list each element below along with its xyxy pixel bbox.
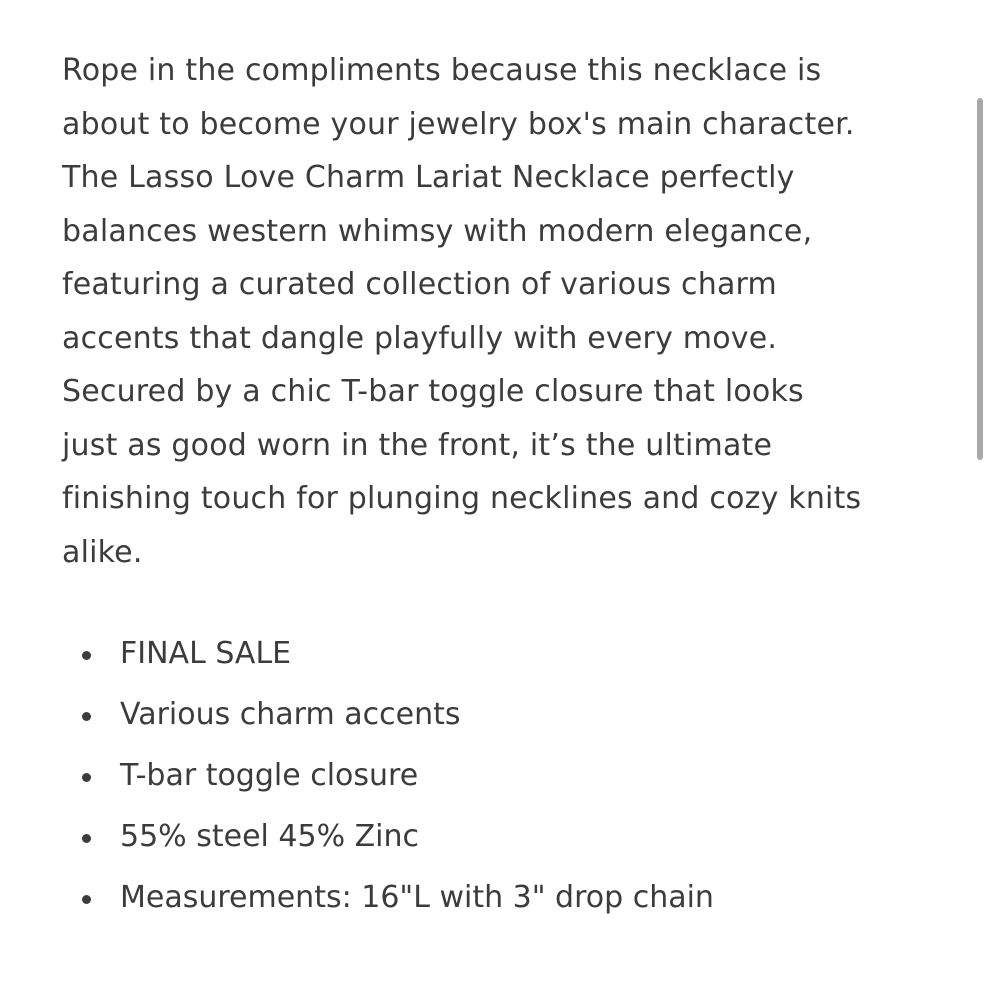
list-item: FINAL SALE (62, 623, 862, 684)
list-item: 55% steel 45% Zinc (62, 806, 862, 867)
vertical-scrollbar[interactable] (982, 0, 992, 1000)
scrollbar-thumb[interactable] (977, 98, 983, 460)
product-description-paragraph: Rope in the compliments because this necklace is about to become your jewelry box's main character. The Lasso Love Charm Lariat Necklace perfectly balances western whimsy with modern elegance, featuring a curated collection of various charm accents that dangle playfully with every move. Secured by a chic T-bar toggle closure that looks just as good worn in the front, it’s the ultimate finishing touch for plunging necklines and cozy knits alike. (62, 53, 862, 570)
list-item: Various charm accents (62, 684, 862, 745)
list-item: T-bar toggle closure (62, 745, 862, 806)
product-spec-list (62, 623, 862, 928)
description-content (62, 44, 862, 928)
list-item: Measurements: 16"L with 3" drop chain (62, 867, 862, 928)
